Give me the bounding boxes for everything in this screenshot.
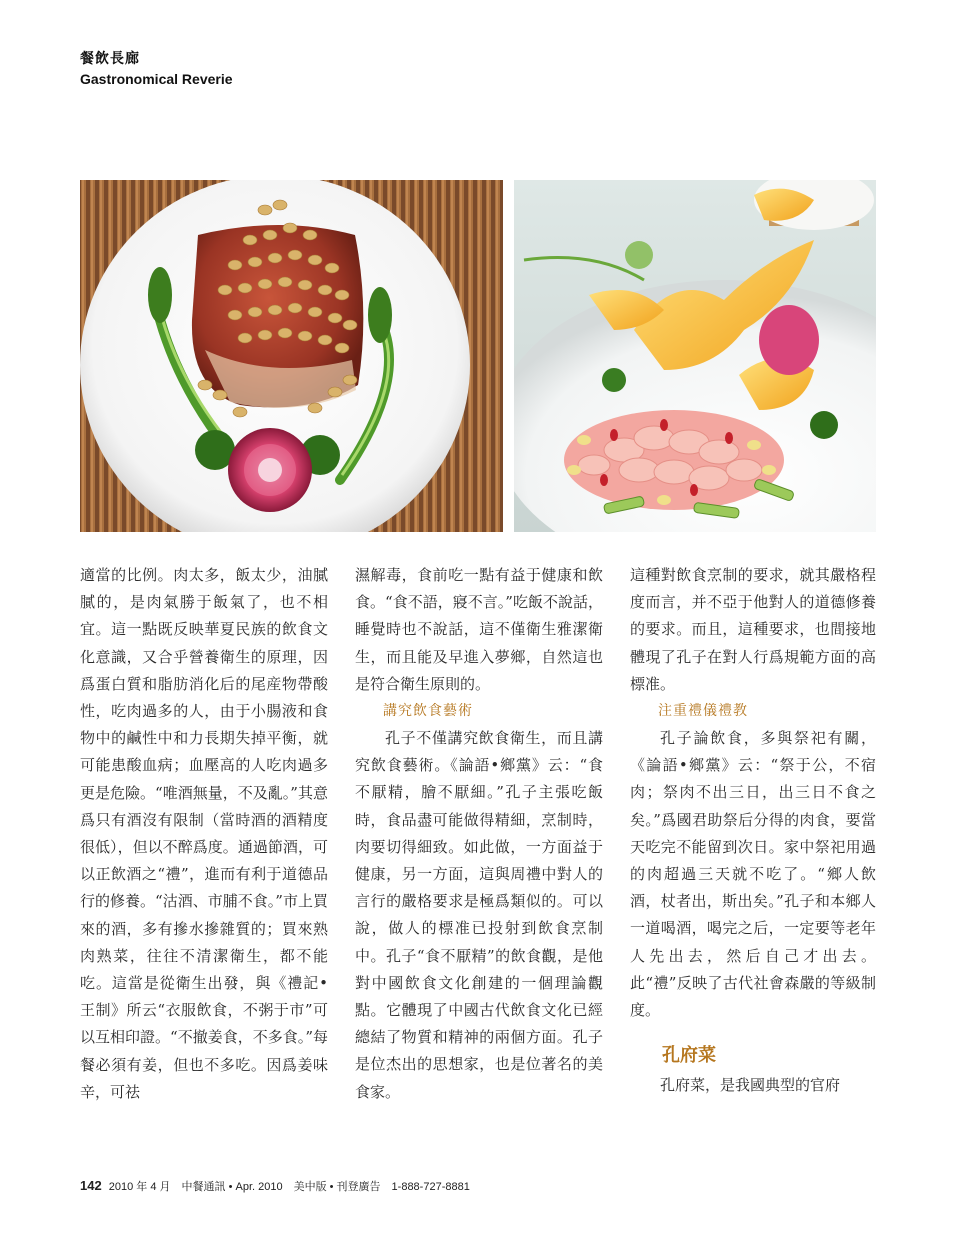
section-title-english: Gastronomical Reverie [80,71,233,87]
braised-pork-with-soybeans-plate-icon [80,180,503,532]
paragraph: 孔子不僅講究飲食衛生，而且講究飲食藝術。《論語•鄉黨》云：“食不厭精，膾不厭細。”孔子主張吃飯時，食品盡可能做得精細，烹制時，肉要切得細致。如此做，一方面益于健康，另一方面，這與周禮中對人的言行的嚴格要求是極爲類似的。可以說，做人的標准已投射到飲食烹制中。孔子“食不厭精”的飲食觀，是他對中國飲食文化創建的一個理論觀點。它體現了中國古代飲食文化已經總結了物質和精神的兩個方面。孔子是位杰出的思想家，也是位著名的美食家。 [355,729,603,1101]
photo-braised-pork [80,180,503,532]
paragraph: 這種對飲食烹制的要求，就其嚴格程度而言，并不亞于他對人的道德修養的要求。而且，這種要求，也間接地體現了孔子在對人行爲規範方面的高標准。 [630,566,876,693]
paragraph: 孔子論飲食，多與祭祀有關，《論語•鄉黨》云：“祭于公，不宿肉；祭肉不出三日，出三日不食之矣。”爲國君助祭后分得的肉食，要當天吃完不能留到次日。家中祭祀用過的肉超過三天就不吃了。“鄉人飲酒，杖者出，斯出矣。”孔子和本鄉人一道喝酒，喝完之后，一定要等老年人先出去，然后自己才出去。此“禮”反映了古代社會森嚴的等級制度。 [630,729,876,1020]
page-footer [80,1178,470,1194]
paragraph: 適當的比例。肉太多，飯太少，油膩膩的，是肉氣勝于飯氣了，也不相宜。這一點既反映華夏民族的飲食文化意識，又合乎營養衛生的原理，因爲蛋白質和脂肪消化后的尾産物帶酸性，吃肉過多的人，由于小腸液和食物中的鹹性中和力長期失掉平衡，就可能患酸血病；血壓高的人吃肉過多更是危險。“唯酒無量，不及亂。”其意爲只有酒沒有限制（當時酒的酒精度很低），但以不醉爲度。通過節酒，可以正飲酒之“禮”，進而有利于道德品行的修養。“沽酒、市脯不食。”市上買來的酒，多有摻水摻雜質的；買來熟肉熟菜，往往不清潔衛生，都不能吃。這當是從衛生出發，與《禮記•王制》所云“衣服飲食，不粥于市”可以互相印證。“不撤姜食，不多食。”每餐必須有姜，但也不多吃。因爲姜味辛，可祛 [80,566,328,1101]
page-number: 142 [80,1178,102,1193]
text-column-1 [80,562,328,1106]
shrimp-with-carved-pumpkin-fish-plate-icon [514,180,876,532]
text-column-3 [630,562,876,1099]
paragraph: 孔府菜，是我國典型的官府 [660,1076,841,1095]
section-header [80,50,233,88]
subheading-etiquette: 注重禮儀禮教 [658,703,748,720]
paragraph: 濕解毒，食前吃一點有益于健康和飲食。“食不語，寢不言。”吃飯不說話，睡覺時也不說話，這不僅衛生雅潔衛生，而且能及早進入夢鄉，自然這也是符合衛生原則的。 [355,566,603,693]
photo-shrimp-dish [514,180,876,532]
heading-kongfu-cuisine: 孔府菜 [662,1045,716,1067]
footer-text: 2010 年 4 月 中餐通訊 • Apr. 2010 美中版 • 刊登廣告 1-888-727-8881 [108,1181,470,1193]
section-title-chinese: 餐飲長廊 [80,51,140,67]
text-column-2 [355,562,603,1106]
subheading-dining-art: 講究飲食藝術 [383,703,473,720]
